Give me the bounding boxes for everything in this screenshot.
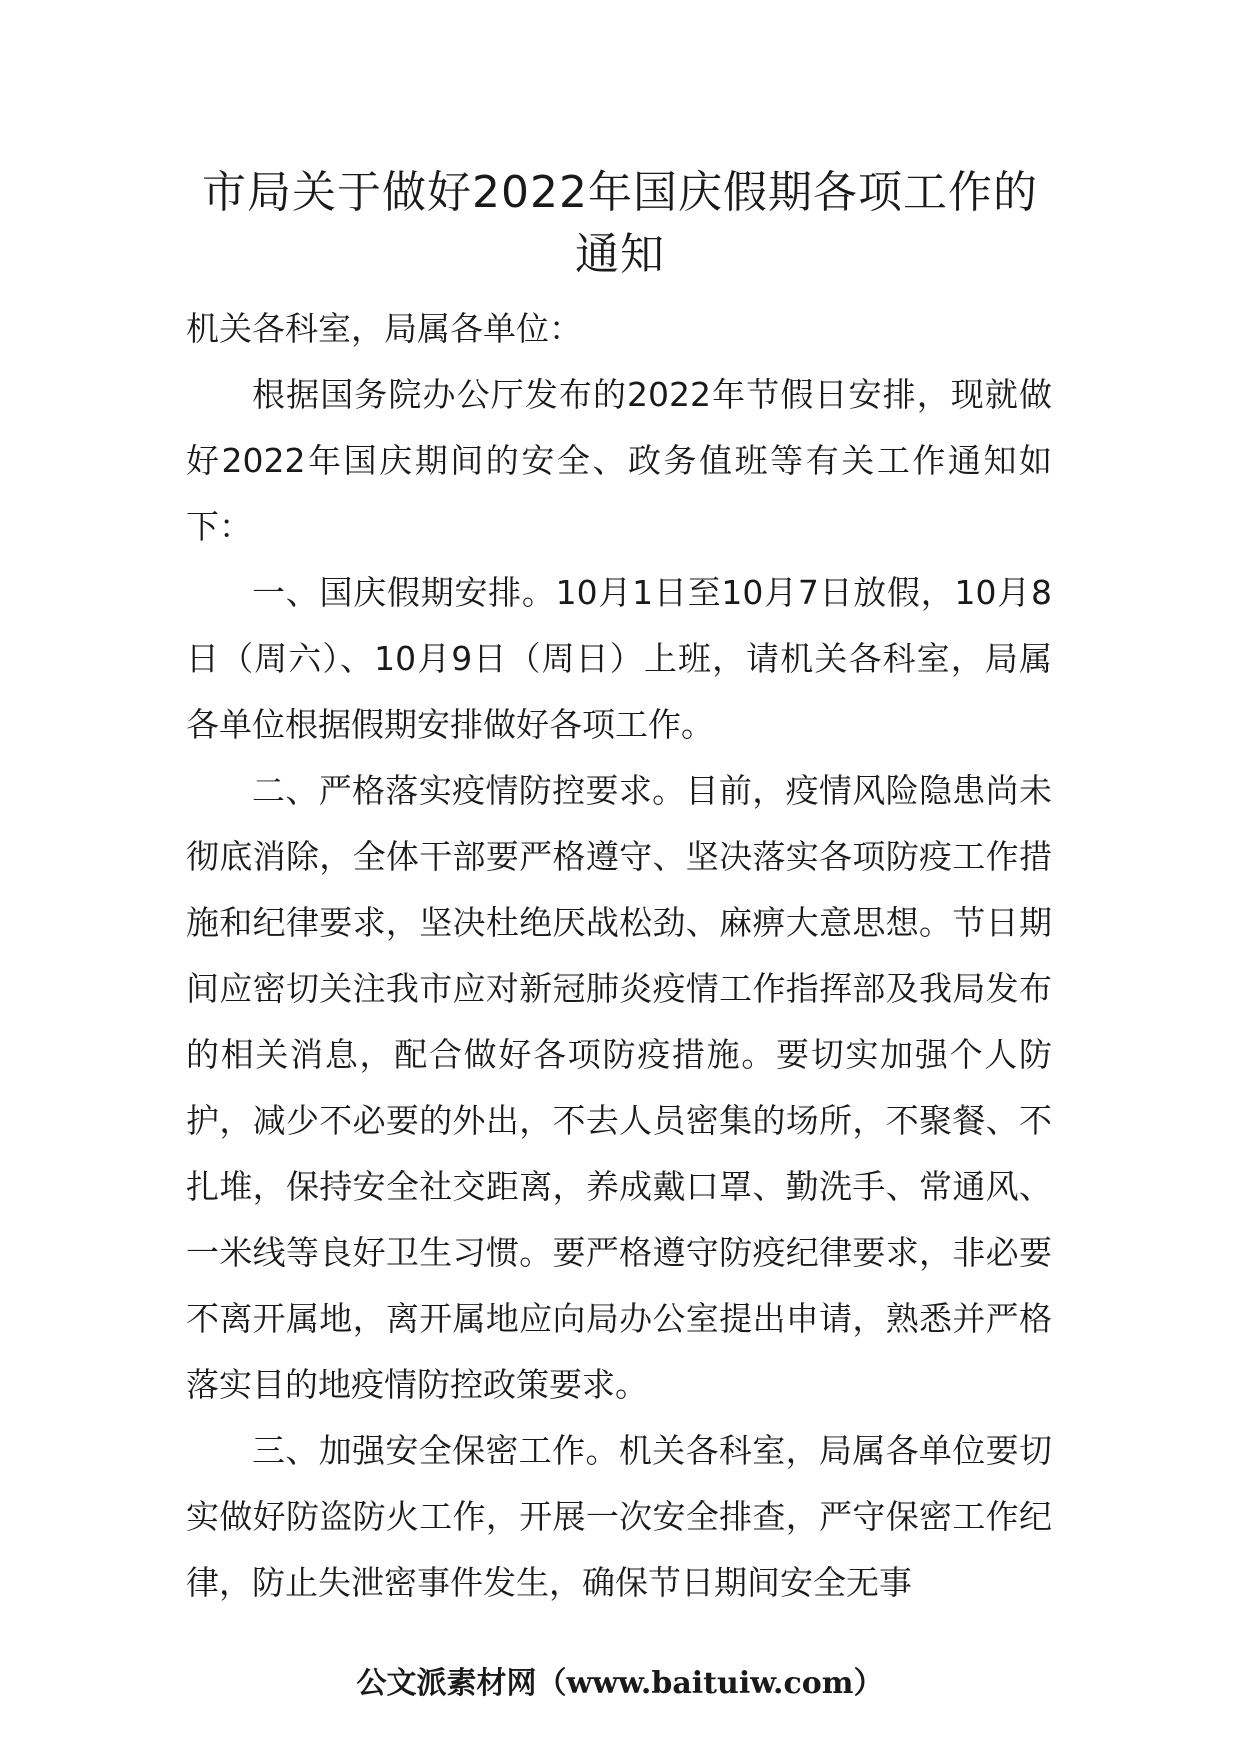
- footer-watermark: 公文派素材网（www.baituiw.com）: [356, 1666, 884, 1701]
- paragraph-epidemic-control: 二、严格落实疫情防控要求。目前，疫情风险隐患尚未彻底消除，全体干部要严格遵守、坚决落实各项防疫工作措施和纪律要求，坚决杜绝厌战松劲、麻痹大意思想。节日期间应密切关注我市应对新冠肺炎疫情工作指挥部及我局发布的相关消息，配合做好各项防疫措施。要切实加强个人防护，减少不必要的外出，不去人员密集的场所，不聚餐、不扎堆，保持安全社交距离，养成戴口罩、勤洗手、常通风、一米线等良好卫生习惯。要严格遵守防疫纪律要求，非必要不离开属地，离开属地应向局办公室提出申请，熟悉并严格落实目的地疫情防控政策要求。: [186, 771, 1052, 1404]
- paragraph-security-confidentiality: 三、加强安全保密工作。机关各科室，局属各单位要切实做好防盗防火工作，开展一次安全排查，严守保密工作纪律，防止失泄密事件发生，确保节日期间安全无事: [186, 1431, 1052, 1602]
- document-title: 市局关于做好2022年国庆假期各项工作的通知: [202, 167, 1038, 280]
- salutation: 机关各科室，局属各单位：: [186, 309, 582, 348]
- paragraph-holiday-schedule: 一、国庆假期安排。10月1日至10月7日放假，10月8日（周六）、10月9日（周日）上班，请机关各科室，局属各单位根据假期安排做好各项工作。: [186, 573, 1052, 744]
- document-body: [186, 296, 1052, 1616]
- paragraph-intro: 根据国务院办公厅发布的2022年节假日安排，现就做好2022年国庆期间的安全、政务值班等有关工作通知如下：: [186, 375, 1052, 546]
